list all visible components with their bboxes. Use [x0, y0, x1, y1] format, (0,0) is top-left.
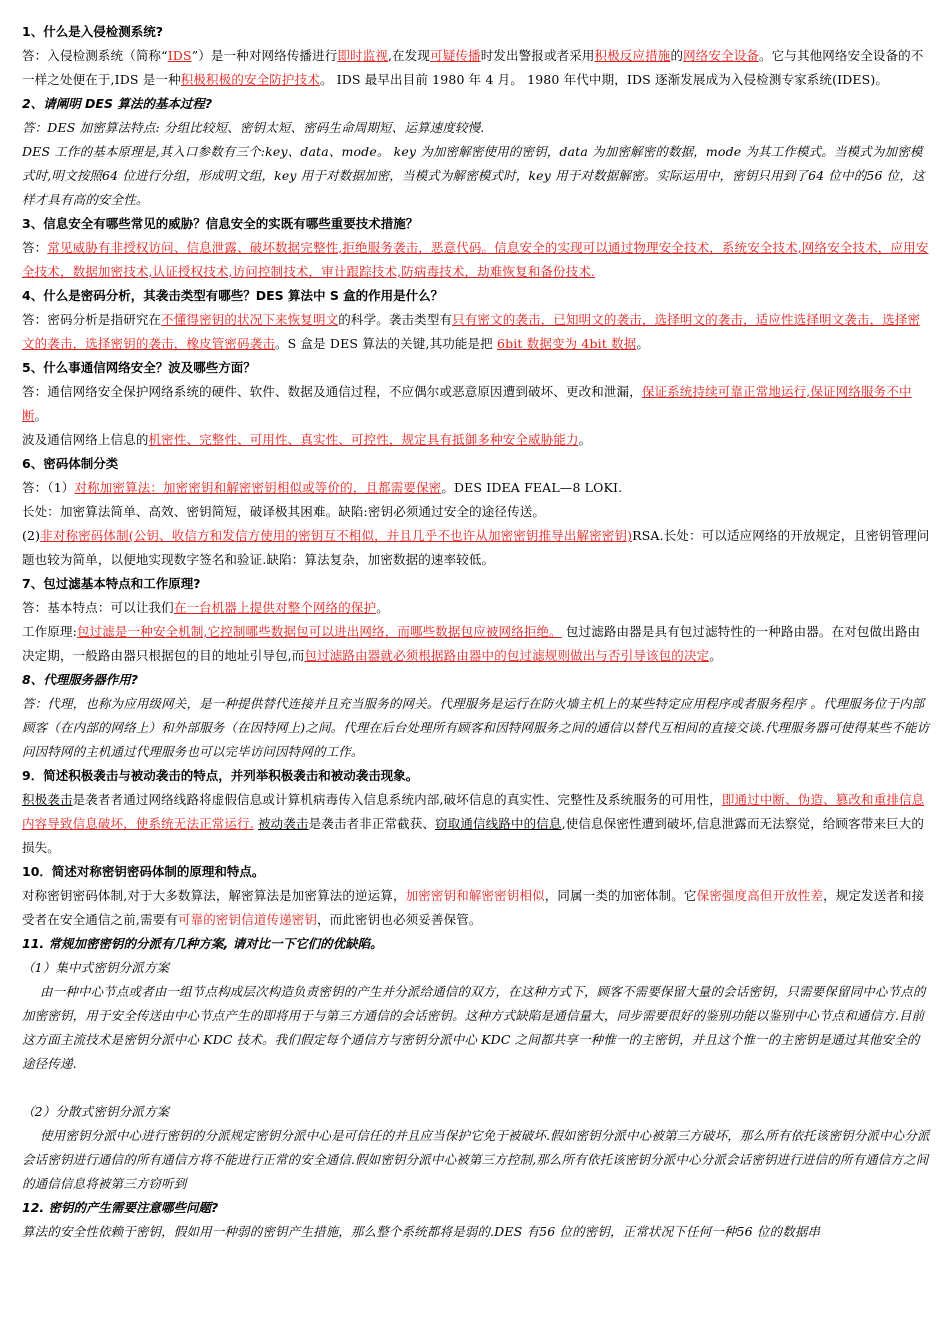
answer-3: 答：常见威胁有非授权访问、信息泄露、破坏数据完整性,拒绝服务袭击，恶意代码。信息安全的实现可以通过物理安全技术，系统安全技术,网络安全技术，应用安全技术，数据加密技术,认证授权技术,访问控制技术，审计跟踪技术,防病毒技术，劫难恢复和备份技术.: [22, 240, 929, 279]
question-6-title: 6、密码体制分类: [22, 456, 119, 471]
answer-11-subheading-1: （1）集中式密钥分派方案: [22, 960, 170, 975]
answer-11-paragraph-1: 由一种中心节点或者由一组节点构成层次构造负责密钥的产生并分派给通信的双方，在这种方式下，顾客不需要保留大量的会话密钥，只需要保留同中心节点的加密密钥，用于安全传送由中心节点产生的即将用于与第三方通信的会话密钥。这种方式缺陷是通信量大，同步需要很好的鉴别功能以鉴别中心节点和通信方.目前这方面主流技术是密钥分派中心 KDC 技术。我们假定每个通信方与密钥分派中心 KDC 之间都共享一种惟一的主密钥，并且这个惟一的主密钥是通过其他安全的途径传递.: [22, 984, 926, 1071]
answer-7-line-2: 工作原理:包过滤是一种安全机制,它控制哪些数据包可以进出网络，而哪些数据包应被网络拒绝。 包过滤路由器是具有包过滤特性的一种路由器。在对包做出路由决定期，一般路由器只根据包的目的地址引导包,而包过滤路由器就必须根据路由器中的包过滤规则做出与否引导该包的决定。: [22, 624, 921, 663]
answer-10: 对称密钥密码体制,对于大多数算法，解密算法是加密算法的逆运算，加密密钥和解密密钥相似，同属一类的加密体制。它保密强度高但开放性差，规定发送者和接受者在安全通信之前,需要有可靠的密钥信道传递密钥，而此密钥也必须妥善保管。: [22, 888, 925, 927]
answer-11-subheading-2: （2）分散式密钥分派方案: [22, 1104, 170, 1119]
question-12-title: 12. 密钥的产生需要注意哪些问题?: [22, 1200, 219, 1215]
answer-4: 答：密码分析是指研究在不懂得密钥的状况下来恢复明文的科学。袭击类型有只有密文的袭击，已知明文的袭击，选择明文的袭击，适应性选择明文袭击，选择密文的袭击，选择密钥的袭击，橡皮管密码袭击。S 盒是 DES 算法的关键,其功能是把 6bit 数据变为 4bit 数据。: [22, 312, 921, 351]
answer-6-line-1: 答：（1）对称加密算法：加密密钥和解密密钥相似或等价的，且都需要保密。DES IDEA FEAL—8 LOKI.: [22, 480, 623, 495]
answer-8: 答：代理，也称为应用级网关，是一种提供替代连接并且充当服务的网关。代理服务是运行在防火墙主机上的某些特定应用程序或者服务程序 。代理服务位于内部顾客（在内部的网络上）和外部服务（在因特网上)之间。代理在后台处理所有顾客和因特网服务之间的通信以替代互相间的直接交谈.代理服务器可使得某些不能访问因特网的主机通过代理服务也可以完毕访问因特网的工作。: [22, 696, 930, 759]
question-3-title: 3、信息安全有哪些常见的威胁？信息安全的实既有哪些重要技术措施？: [22, 216, 419, 231]
question-1-title: 1、什么是入侵检测系统?: [22, 24, 163, 39]
answer-6-line-2: 长处：加密算法简单、高效、密钥简短，破译极其困难。缺陷:密钥必须通过安全的途径传送。: [22, 504, 546, 519]
answer-7-line-1: 答：基本特点：可以让我们在一台机器上提供对整个网络的保护。: [22, 600, 389, 615]
question-8-title: 8、代理服务器作用?: [22, 672, 138, 687]
spacer: [22, 1076, 932, 1100]
question-2-title: 2、请阐明 DES 算法的基本过程?: [22, 96, 213, 111]
question-10-title: 10．简述对称密钥密码体制的原理和特点。: [22, 864, 265, 879]
answer-1: 答：入侵检测系统（简称“IDS”）是一种对网络传播进行即时监视,在发现可疑传播时发出警报或者采用积极反应措施的网络安全设备。它与其他网络安全设备的不一样之处便在于,IDS 是一种积极积极的安全防护技术。 IDS 最早出目前 1980 年 4 月。 1980 年代中期，IDS 逐渐发展成为入侵检测专家系统(IDES)。: [22, 48, 924, 87]
question-5-title: 5、什么事通信网络安全？波及哪些方面？: [22, 360, 256, 375]
question-9-title: 9．简述积极袭击与被动袭击的特点，并列举积极袭击和被动袭击现象。: [22, 768, 419, 783]
answer-9: 积极袭击是袭者者通过网络线路将虚假信息或计算机病毒传入信息系统内部,破坏信息的真实性、完整性及系统服务的可用性，即通过中断、伪造、篡改和重排信息内容导致信息破坏，使系统无法正常运行. 被动袭击是袭击者非正常截获、窃取通信线路中的信息,使信息保密性遭到破坏,信息泄露而无法察觉，给顾客带来巨大的损失。: [22, 792, 925, 855]
answer-11-paragraph-2: 使用密钥分派中心进行密钥的分派规定密钥分派中心是可信任的并且应当保护它免于被破坏.假如密钥分派中心被第三方破坏，那么所有依托该密钥分派中心分派会话密钥进行通信的所有通信方将不能进行正常的安全通信.假如密钥分派中心被第三方控制,那么所有依托该密钥分派中心分派会话密钥进行进信的所有通信方之间的通信信息将被第三方窃听到: [22, 1128, 930, 1191]
answer-12: 算法的安全性依赖于密钥，假如用一种弱的密钥产生措施，那么整个系统都将是弱的.DES 有56 位的密钥，正常状况下任何一种56 位的数据串: [22, 1224, 821, 1239]
question-11-title: 11. 常规加密密钥的分派有几种方案, 请对比一下它们的优缺陷。: [22, 936, 383, 951]
answer-6-line-3: (2)非对称密码体制(公钥、收信方和发信方使用的密钥互不相似，并且几乎不也许从加密密钥推导出解密密钥)RSA.长处：可以适应网络的开放规定，且密钥管理问题也较为简单，以便地实现数字签名和验证.缺陷：算法复杂，加密数据的速率较低。: [22, 528, 930, 567]
answer-2-line-1: 答：DES 加密算法特点: 分组比较短、密钥太短、密码生命周期短、运算速度较慢.: [22, 120, 485, 135]
question-7-title: 7、包过滤基本特点和工作原理?: [22, 576, 201, 591]
answer-5-line-1: 答：通信网络安全保护网络系统的硬件、软件、数据及通信过程，不应偶尔或恶意原因遭到破坏、更改和泄漏，保证系统持续可靠正常地运行,保证网络服务不中断。: [22, 384, 912, 423]
answer-5-line-2: 波及通信网络上信息的机密性、完整性、可用性、真实性、可控性，规定具有抵御多种安全威胁能力。: [22, 432, 592, 447]
question-4-title: 4、什么是密码分析，其袭击类型有哪些？DES 算法中 S 盒的作用是什么？: [22, 288, 444, 303]
answer-2-body: DES 工作的基本原理是,其入口参数有三个:key、data、mode。 key 为加密解密使用的密钥，data 为加密解密的数据，mode 为其工作模式。当模式为加密模式时,明文按照64 位进行分组，形成明文组，key 用于对数据加密，当模式为解密模式时，key 用于对数据解密。实际运用中，密钥只用到了64 位中的56 位，这样才具有高的安全性。: [22, 144, 925, 207]
